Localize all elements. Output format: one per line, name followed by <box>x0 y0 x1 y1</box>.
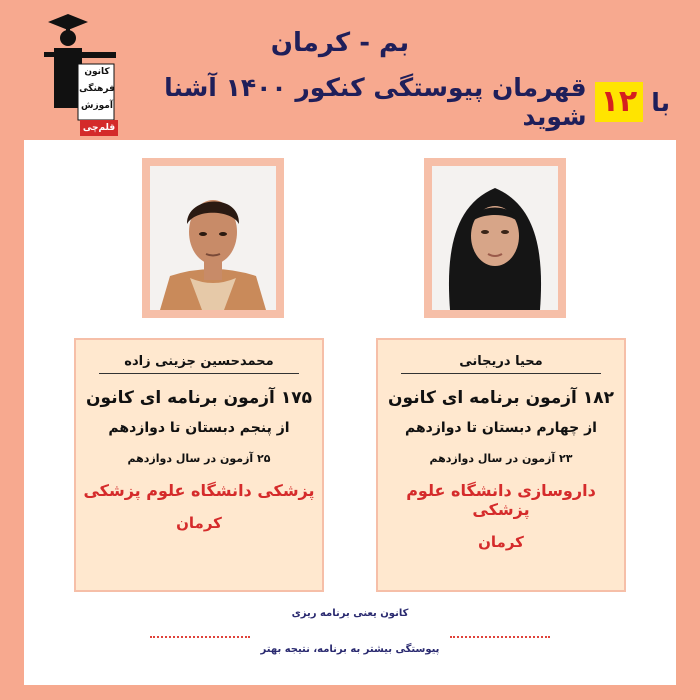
logo-line2: فرهنگی <box>79 84 115 94</box>
footer-slogan: پیوستگی بیشتر به برنامه، نتیجه بهتر <box>260 644 440 655</box>
student-twelfth-exams: ۲۵ آزمون در سال دوازدهم <box>127 452 271 465</box>
student-city: کرمان <box>176 514 222 532</box>
student-card <box>74 338 324 592</box>
logo-line3: آموزش <box>81 101 113 111</box>
subtitle-prefix: با <box>651 87 670 117</box>
student-photo-frame <box>424 158 566 318</box>
footer-slogan: کانون یعنی برنامه ریزی <box>291 608 409 619</box>
student-card <box>376 338 626 592</box>
kanoon-logo <box>38 12 118 138</box>
student-name: محمدحسین جزینی زاده <box>99 354 299 374</box>
student-field: پزشکی دانشگاه علوم پزشکی <box>83 481 315 500</box>
student-span: از چهارم دبستان تا دوازدهم <box>404 420 597 436</box>
logo-brand: قلم‌چی <box>80 120 118 136</box>
student-exam-count: ۱۸۲ آزمون برنامه ای کانون <box>388 388 614 408</box>
student-exam-count: ۱۷۵ آزمون برنامه ای کانون <box>86 388 312 408</box>
subtitle-suffix: قهرمان پیوستگی کنکور ۱۴۰۰ آشنا شوید <box>164 73 587 131</box>
page-title: بم - کرمان <box>270 28 410 58</box>
student-twelfth-exams: ۲۳ آزمون در سال دوازدهم <box>429 452 573 465</box>
student-city: کرمان <box>478 533 524 551</box>
student-span: از پنجم دبستان تا دوازدهم <box>108 420 290 436</box>
student-photo-frame <box>142 158 284 318</box>
student-name: محیا دریجانی <box>401 354 601 374</box>
student-photo <box>150 166 276 310</box>
dotted-divider <box>450 636 550 638</box>
student-field: داروسازی دانشگاه علوم پزشکی <box>406 481 596 519</box>
page-subtitle <box>130 73 670 131</box>
logo-line1: کانون <box>84 67 110 77</box>
dotted-divider <box>150 636 250 638</box>
champion-count-badge: ۱۲ <box>595 82 644 122</box>
student-photo <box>432 166 558 310</box>
